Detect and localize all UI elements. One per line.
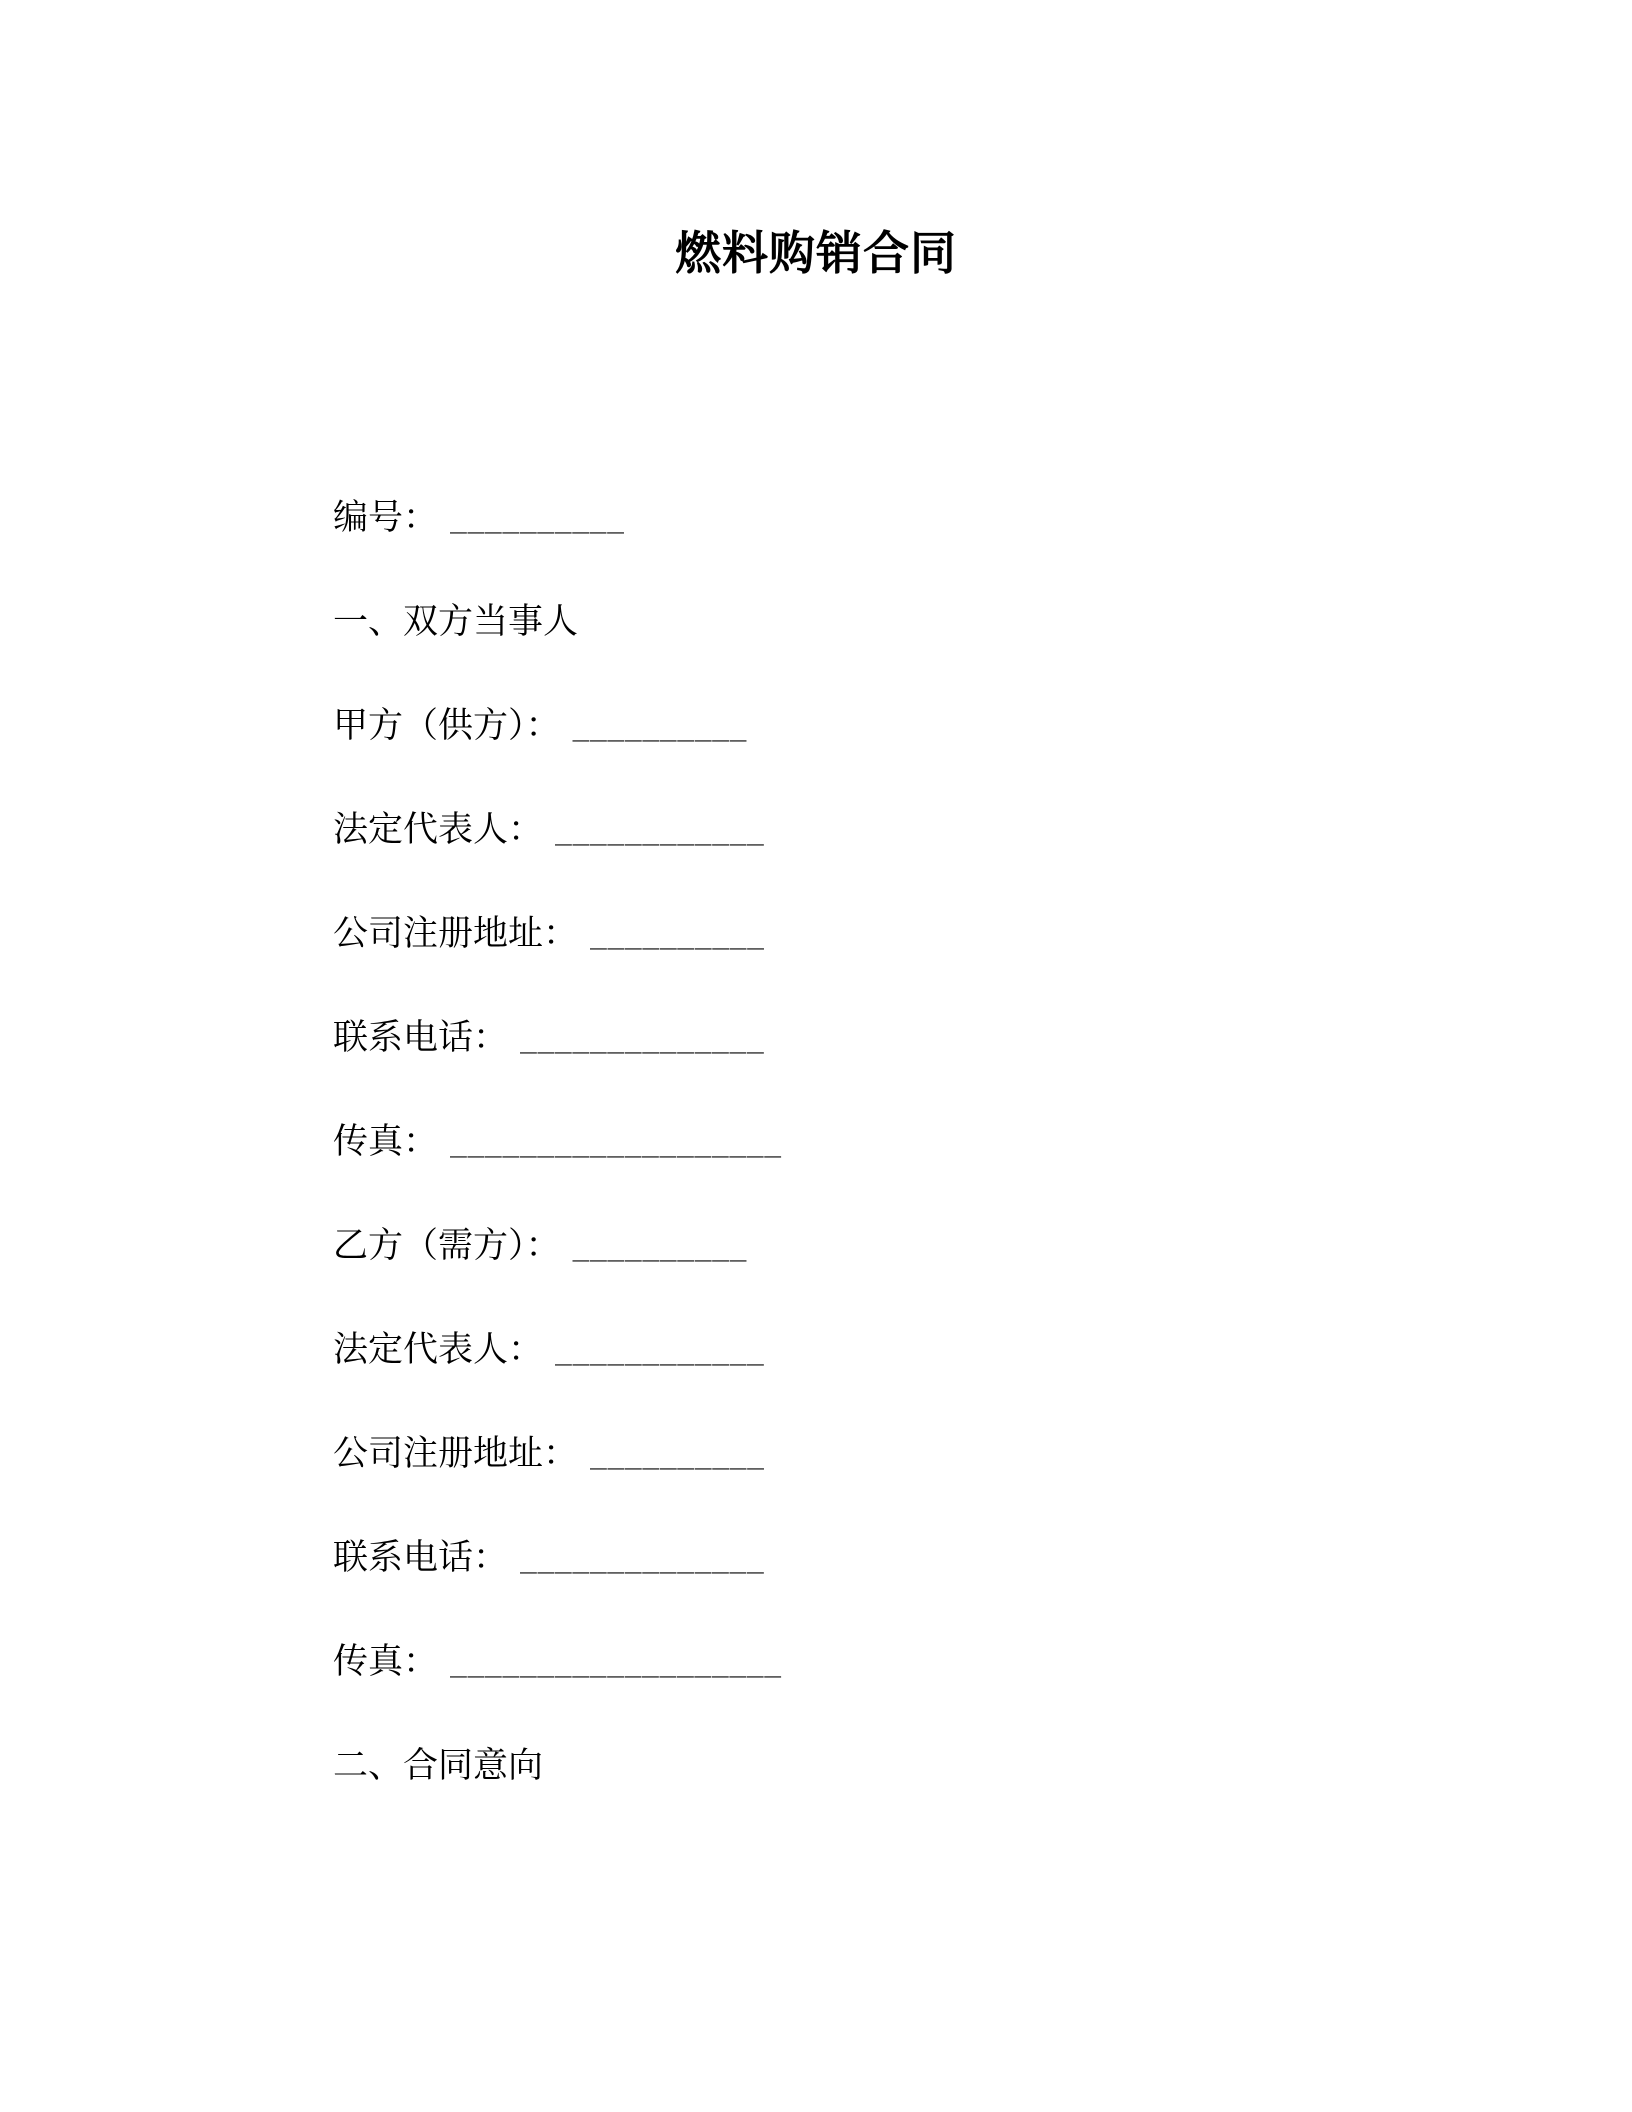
section-heading-contract-intent — [333, 1736, 1333, 1840]
party-a-representative-blank: ____________ — [555, 813, 765, 846]
party-b-phone-line — [333, 1528, 1333, 1632]
party-b-label: 乙方（需方）： — [333, 1226, 561, 1266]
party-a-fax-label: 传真： — [333, 1122, 439, 1162]
contract-fields — [333, 488, 1333, 1840]
party-b-fax-label: 传真： — [333, 1642, 439, 1682]
party-b-address-line — [333, 1424, 1333, 1528]
party-b-phone-label: 联系电话： — [333, 1538, 509, 1578]
party-a-phone-blank: ______________ — [520, 1021, 765, 1054]
party-a-representative-label: 法定代表人： — [333, 810, 544, 850]
party-b-representative-line — [333, 1320, 1333, 1424]
contract-number-line — [333, 488, 1333, 592]
party-a-blank: __________ — [572, 709, 748, 742]
party-a-line — [333, 696, 1333, 800]
contract-number-label: 编号： — [333, 498, 439, 538]
party-a-fax-blank: ___________________ — [450, 1125, 782, 1158]
party-a-address-blank: __________ — [590, 917, 765, 950]
document-title: 燃料购销合同 — [675, 226, 957, 280]
section-heading-label: 一、双方当事人 — [333, 602, 579, 642]
party-b-representative-label: 法定代表人： — [333, 1330, 544, 1370]
party-b-phone-blank: ______________ — [520, 1541, 765, 1574]
party-b-representative-blank: ____________ — [555, 1333, 765, 1366]
party-a-address-line — [333, 904, 1333, 1008]
party-b-fax-blank: ___________________ — [450, 1645, 782, 1678]
section-heading-parties — [333, 592, 1333, 696]
party-b-blank: __________ — [572, 1229, 748, 1262]
party-b-fax-line — [333, 1632, 1333, 1736]
party-a-fax-line — [333, 1112, 1333, 1216]
party-a-address-label: 公司注册地址： — [333, 914, 579, 954]
party-a-representative-line — [333, 800, 1333, 904]
section-heading-label: 二、合同意向 — [333, 1746, 544, 1786]
party-b-line — [333, 1216, 1333, 1320]
party-a-phone-label: 联系电话： — [333, 1018, 509, 1058]
party-a-phone-line — [333, 1008, 1333, 1112]
contract-number-blank: __________ — [450, 501, 625, 534]
party-b-address-label: 公司注册地址： — [333, 1434, 579, 1474]
party-a-label: 甲方（供方）： — [333, 706, 561, 746]
party-b-address-blank: __________ — [590, 1437, 765, 1470]
